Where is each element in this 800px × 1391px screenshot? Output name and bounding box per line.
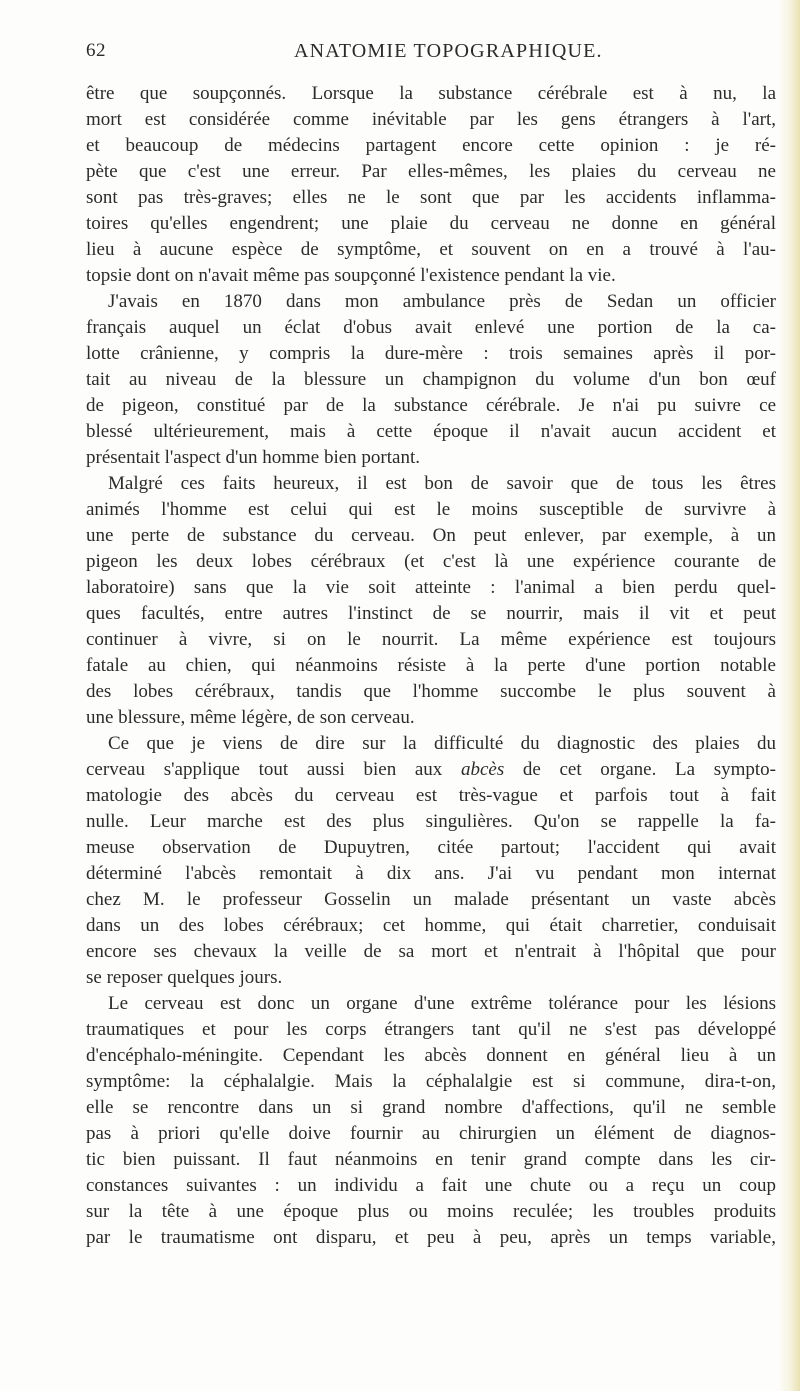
text-line: continuer à vivre, si on le nourrit. La même expérience est toujours — [86, 629, 776, 650]
text-line: des lobes cérébraux, tandis que l'homme succombe le plus souvent à — [86, 681, 776, 702]
body-text — [86, 81, 776, 1251]
page-number: 62 — [86, 40, 106, 61]
running-title: ANATOMIE TOPOGRAPHIQUE. — [294, 40, 603, 62]
text-line: tait au niveau de la blessure un champignon du volume d'un bon œuf — [86, 369, 776, 390]
text-line: une perte de substance du cerveau. On peut enlever, par exemple, à un — [86, 525, 776, 546]
page-edge-shadow — [778, 0, 800, 1391]
text-line: une blessure, même légère, de son cerveau. — [86, 707, 415, 728]
text-line: d'encéphalo-méningite. Cependant les abcès donnent en général lieu à un — [86, 1045, 776, 1066]
text-line: laboratoire) sans que la vie soit atteinte : l'animal a bien perdu quel- — [86, 577, 776, 598]
text-line: sont pas très-graves; elles ne le sont que par les accidents inflamma- — [86, 187, 776, 208]
text-line: topsie dont on n'avait même pas soupçonné l'existence pendant la vie. — [86, 265, 616, 286]
text-line: elle se rencontre dans un si grand nombre d'affections, qu'il ne semble — [86, 1097, 776, 1118]
text-line: mort est considérée comme inévitable par les gens étrangers à l'art, — [86, 109, 776, 130]
text-line: lotte crânienne, y compris la dure-mère : trois semaines après il por- — [86, 343, 776, 364]
text-line: de pigeon, constitué par de la substance cérébrale. Je n'ai pu suivre ce — [86, 395, 776, 416]
text-line: être que soupçonnés. Lorsque la substance cérébrale est à nu, la — [86, 83, 776, 104]
text-line: sur la tête à une époque plus ou moins reculée; les troubles produits — [86, 1201, 776, 1222]
text-line: ques facultés, entre autres l'instinct de se nourrir, mais il vit et peut — [86, 603, 776, 624]
text-line: chez M. le professeur Gosselin un malade présentant un vaste abcès — [86, 889, 776, 910]
text-line: déterminé l'abcès remontait à dix ans. J'ai vu pendant mon internat — [86, 863, 776, 884]
text-line: Le cerveau est donc un organe d'une extrême tolérance pour les lésions — [108, 993, 776, 1014]
text-segment: de cet organe. La sympto- — [504, 759, 776, 780]
text-line: blessé ultérieurement, mais à cette époque il n'avait aucun accident et — [86, 421, 776, 442]
text-line: se reposer quelques jours. — [86, 967, 283, 988]
text-line — [86, 757, 776, 783]
text-line: français auquel un éclat d'obus avait enlevé une portion de la ca- — [86, 317, 776, 338]
italic-term: abcès — [460, 759, 505, 780]
text-line: pas à priori qu'elle doive fournir au chirurgien un élément de diagnos- — [86, 1123, 776, 1144]
text-line: animés l'homme est celui qui est le moins susceptible de survivre à — [86, 499, 776, 520]
text-line: J'avais en 1870 dans mon ambulance près de Sedan un officier — [108, 291, 776, 312]
text-line: dans un des lobes cérébraux; cet homme, qui était charretier, conduisait — [86, 915, 776, 936]
text-line: tic bien puissant. Il faut néanmoins en tenir grand compte dans les cir- — [86, 1149, 776, 1170]
text-segment: cerveau s'applique tout aussi bien aux — [86, 759, 461, 780]
text-line: encore ses chevaux la veille de sa mort et n'entrait à l'hôpital que pour — [86, 941, 776, 962]
text-line: lieu à aucune espèce de symptôme, et souvent on en a trouvé à l'au- — [86, 239, 776, 260]
text-line: et beaucoup de médecins partagent encore cette opinion : je ré- — [86, 135, 776, 156]
text-line: Ce que je viens de dire sur la difficulté du diagnostic des plaies du — [108, 733, 776, 754]
text-line: fatale au chien, qui néanmoins résiste à la perte d'une portion notable — [86, 655, 776, 676]
text-line: pète que c'est une erreur. Par elles-mêmes, les plaies du cerveau ne — [86, 161, 776, 182]
text-line: toires qu'elles engendrent; une plaie du cerveau ne donne en général — [86, 213, 776, 234]
text-line: par le traumatisme ont disparu, et peu à peu, après un temps variable, — [86, 1227, 776, 1248]
text-line: nulle. Leur marche est des plus singulières. Qu'on se rappelle la fa- — [86, 811, 776, 832]
text-line: pigeon les deux lobes cérébraux (et c'est là une expérience courante de — [86, 551, 776, 572]
running-head — [86, 40, 774, 68]
text-line: Malgré ces faits heureux, il est bon de savoir que de tous les êtres — [108, 473, 776, 494]
text-line: constances suivantes : un individu a fait une chute ou a reçu un coup — [86, 1175, 776, 1196]
text-line: matologie des abcès du cerveau est très-vague et parfois tout à fait — [86, 785, 776, 806]
text-line: présentait l'aspect d'un homme bien portant. — [86, 447, 420, 468]
text-line: traumatiques et pour les corps étrangers tant qu'il ne s'est pas développé — [86, 1019, 776, 1040]
text-line: symptôme: la céphalalgie. Mais la céphalalgie est si commune, dira-t-on, — [86, 1071, 776, 1092]
text-line: meuse observation de Dupuytren, citée partout; l'accident qui avait — [86, 837, 776, 858]
